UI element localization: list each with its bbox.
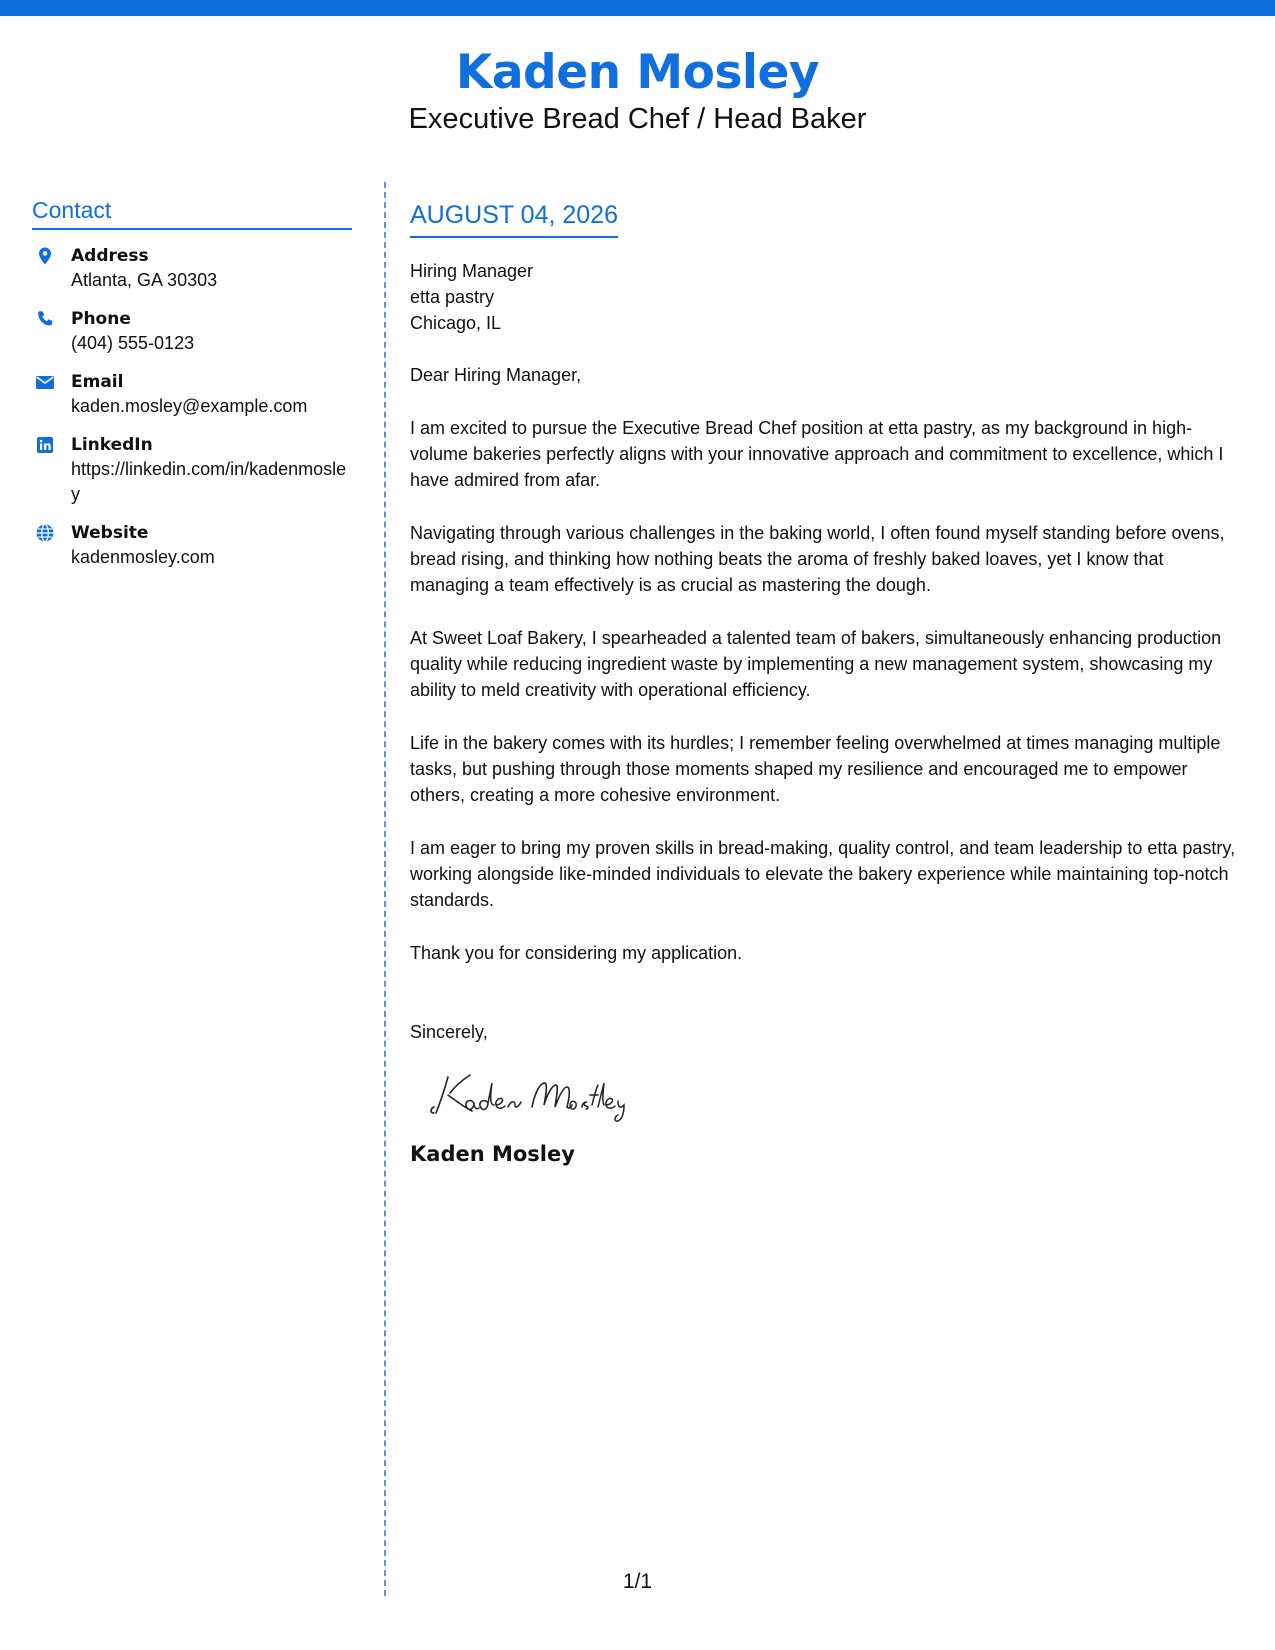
closing: Sincerely, (410, 1022, 488, 1042)
paragraph-2: Navigating through various challenges in the baking world, I often found myself standing before ovens, bread rising, and thinking how nothing beats the aroma of freshly baked loaves, yet I know that managing a team effectively is as crucial as mastering the dough. (410, 523, 1225, 595)
recipient-company: etta pastry (410, 287, 495, 307)
letter-date: AUGUST 04, 2026 (410, 198, 618, 238)
linkedin-label: LinkedIn (71, 435, 153, 455)
column-divider (384, 182, 386, 1596)
linkedin-value[interactable]: https://linkedin.com/in/kadenmosley (71, 459, 347, 504)
contact-item-email (32, 370, 352, 419)
phone-icon (35, 309, 55, 329)
paragraph-1: I am excited to pursue the Executive Bread Chef position at etta pastry, as my background in high-volume bakeries perfectly aligns with your innovative approach and commitment to excellence, which I have admired from afar. (410, 418, 1224, 490)
email-label: Email (71, 372, 124, 392)
address-value: Atlanta, GA 30303 (71, 270, 218, 290)
paragraph-6: Thank you for considering my application. (410, 943, 743, 963)
contact-item-address (32, 244, 352, 293)
recipient-location: Chicago, IL (410, 313, 502, 333)
email-icon (35, 372, 55, 392)
recipient-block (410, 258, 1246, 336)
paragraph-4: Life in the bakery comes with its hurdles; I remember feeling overwhelmed at times managing multiple tasks, but pushing through those moments shaped my resilience and encouraged me to empower others, creating a more cohesive environment. (410, 733, 1221, 805)
contact-heading: Contact (32, 196, 352, 230)
email-value[interactable]: kaden.mosley@example.com (71, 396, 308, 416)
handwritten-signature (426, 1063, 666, 1123)
recipient-name: Hiring Manager (410, 261, 534, 281)
website-label: Website (71, 523, 149, 543)
paragraph-3: At Sweet Loaf Bakery, I spearheaded a talented team of bakers, simultaneously enhancing production quality while reducing ingredient waste by implementing a new management system, showcasing my ability to meld creativity with operational efficiency. (410, 628, 1222, 700)
applicant-name: Kaden Mosley (455, 45, 820, 100)
resume-header (0, 44, 1275, 136)
phone-value: (404) 555-0123 (71, 333, 195, 353)
salutation: Dear Hiring Manager, (410, 365, 582, 385)
letter-text (410, 362, 1246, 966)
top-accent-bar (0, 0, 1275, 16)
contact-list (32, 244, 352, 570)
paragraph-5: I am eager to bring my proven skills in bread-making, quality control, and team leadership to etta pastry, working alongside like-minded individuals to elevate the bakery experience while maintaining top-notch standards. (410, 838, 1236, 910)
contact-sidebar (32, 196, 352, 584)
phone-label: Phone (71, 309, 131, 329)
contact-item-linkedin (32, 433, 352, 507)
applicant-job-title: Executive Bread Chef / Head Baker (408, 103, 867, 135)
page-number: 1/1 (622, 1570, 653, 1593)
signer-name: Kaden Mosley (410, 1142, 575, 1166)
website-value[interactable]: kadenmosley.com (71, 547, 215, 567)
contact-item-phone (32, 307, 352, 356)
location-pin-icon (35, 246, 55, 266)
address-label: Address (71, 246, 149, 266)
linkedin-icon (35, 435, 55, 455)
contact-item-website (32, 521, 352, 570)
cover-letter-body (410, 198, 1246, 1168)
globe-icon (35, 523, 55, 543)
